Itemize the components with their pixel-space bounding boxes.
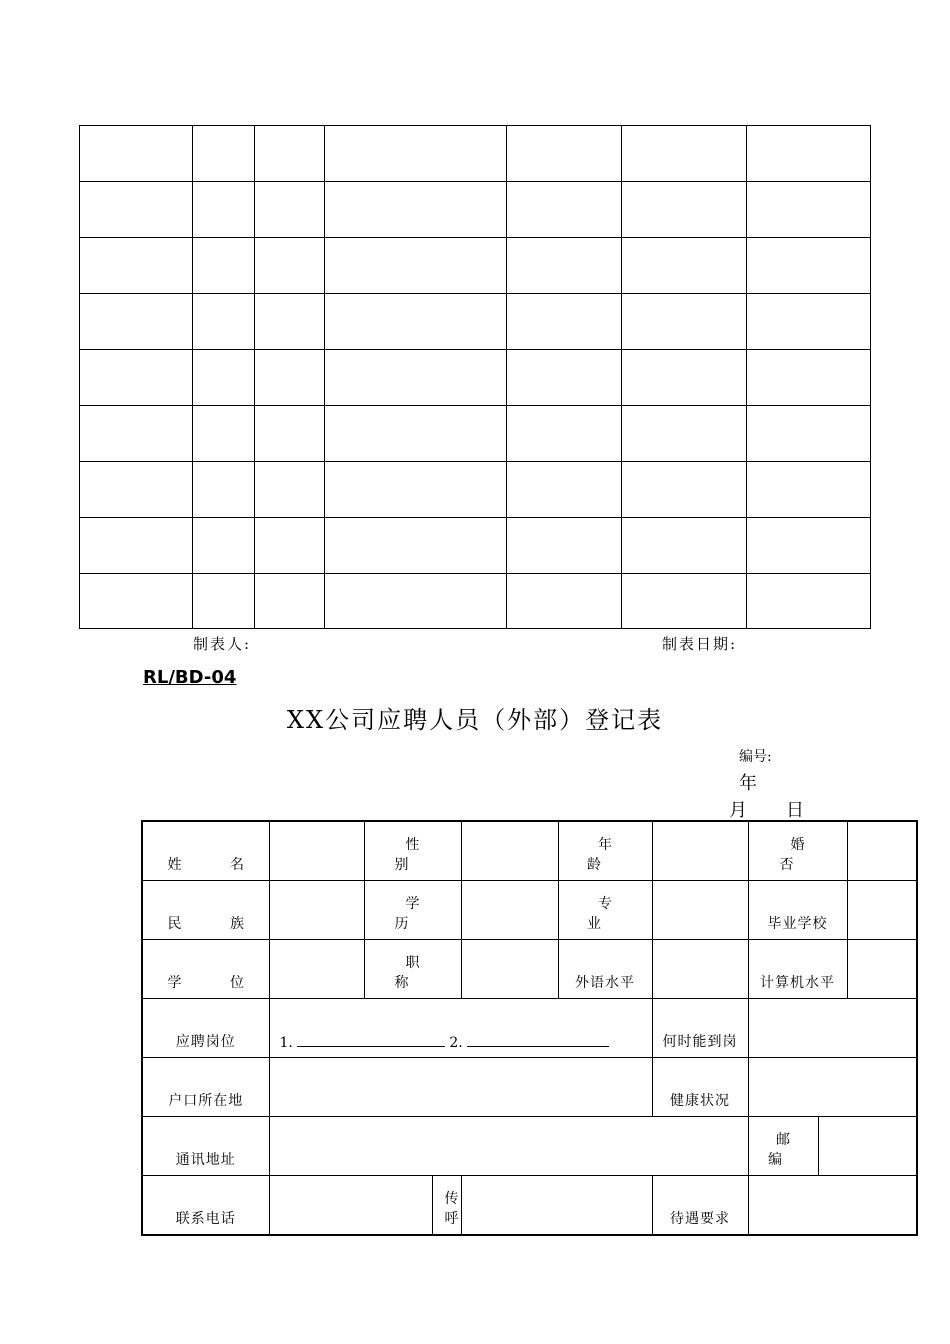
degree-label: 学 位	[142, 940, 269, 999]
hukou-field[interactable]	[269, 1058, 652, 1117]
language-label: 外语水平	[558, 940, 652, 999]
choice-1-line[interactable]	[297, 1032, 445, 1047]
title-field[interactable]	[461, 940, 558, 999]
empty-record-grid	[79, 125, 873, 630]
postcode-field[interactable]	[818, 1117, 917, 1176]
language-field[interactable]	[652, 940, 748, 999]
health-label: 健康状况	[652, 1058, 748, 1117]
phone-field[interactable]	[269, 1176, 432, 1236]
ethnicity-label: 民 族	[142, 881, 269, 940]
start-date-field[interactable]	[748, 999, 917, 1058]
form-row	[142, 1117, 917, 1176]
date-label: 制表日期:	[662, 635, 738, 653]
address-label: 通讯地址	[142, 1117, 269, 1176]
phone-label: 联系电话	[142, 1176, 269, 1236]
marital-label: 婚 否	[748, 821, 847, 881]
choice-1-label: 1.	[279, 1035, 293, 1051]
computer-field[interactable]	[847, 940, 917, 999]
form-row	[142, 1058, 917, 1117]
age-label: 年 龄	[558, 821, 652, 881]
major-field[interactable]	[652, 881, 748, 940]
form-row	[142, 881, 917, 940]
choice-2-line[interactable]	[467, 1032, 609, 1047]
month-label: 月	[729, 800, 747, 821]
position-label: 应聘岗位	[142, 999, 269, 1058]
name-label: 姓 名	[142, 821, 269, 881]
number-label: 编号:	[739, 749, 772, 765]
ethnicity-field[interactable]	[269, 881, 364, 940]
education-field[interactable]	[461, 881, 558, 940]
document-code: RL/BD-04	[143, 667, 237, 688]
choice-2-label: 2.	[449, 1035, 463, 1051]
salary-field[interactable]	[748, 1176, 917, 1236]
age-field[interactable]	[652, 821, 748, 881]
address-field[interactable]	[269, 1117, 748, 1176]
hukou-label: 户口所在地	[142, 1058, 269, 1117]
gender-label: 性 别	[364, 821, 461, 881]
salary-label: 待遇要求	[652, 1176, 748, 1236]
gender-field[interactable]	[461, 821, 558, 881]
form-row	[142, 821, 917, 881]
school-label: 毕业学校	[748, 881, 847, 940]
degree-field[interactable]	[269, 940, 364, 999]
postcode-label: 邮 编	[748, 1117, 818, 1176]
position-choices[interactable]	[269, 999, 652, 1058]
form-row	[142, 940, 917, 999]
day-label: 日	[786, 800, 804, 821]
maker-label: 制表人:	[193, 635, 252, 653]
major-label: 专 业	[558, 881, 652, 940]
name-field[interactable]	[269, 821, 364, 881]
form-title: XX公司应聘人员（外部）登记表	[286, 706, 664, 734]
education-label: 学 历	[364, 881, 461, 940]
form-row	[142, 999, 917, 1058]
form-row	[142, 1176, 917, 1236]
pager-label: 传呼	[432, 1176, 461, 1236]
computer-label: 计算机水平	[748, 940, 847, 999]
grid-lines	[79, 125, 873, 630]
year-label: 年	[739, 773, 757, 794]
start-date-label: 何时能到岗	[652, 999, 748, 1058]
title-label: 职 称	[364, 940, 461, 999]
registration-form-table	[141, 820, 918, 1236]
health-field[interactable]	[748, 1058, 917, 1117]
pager-field[interactable]	[461, 1176, 652, 1236]
marital-field[interactable]	[847, 821, 917, 881]
school-field[interactable]	[847, 881, 917, 940]
